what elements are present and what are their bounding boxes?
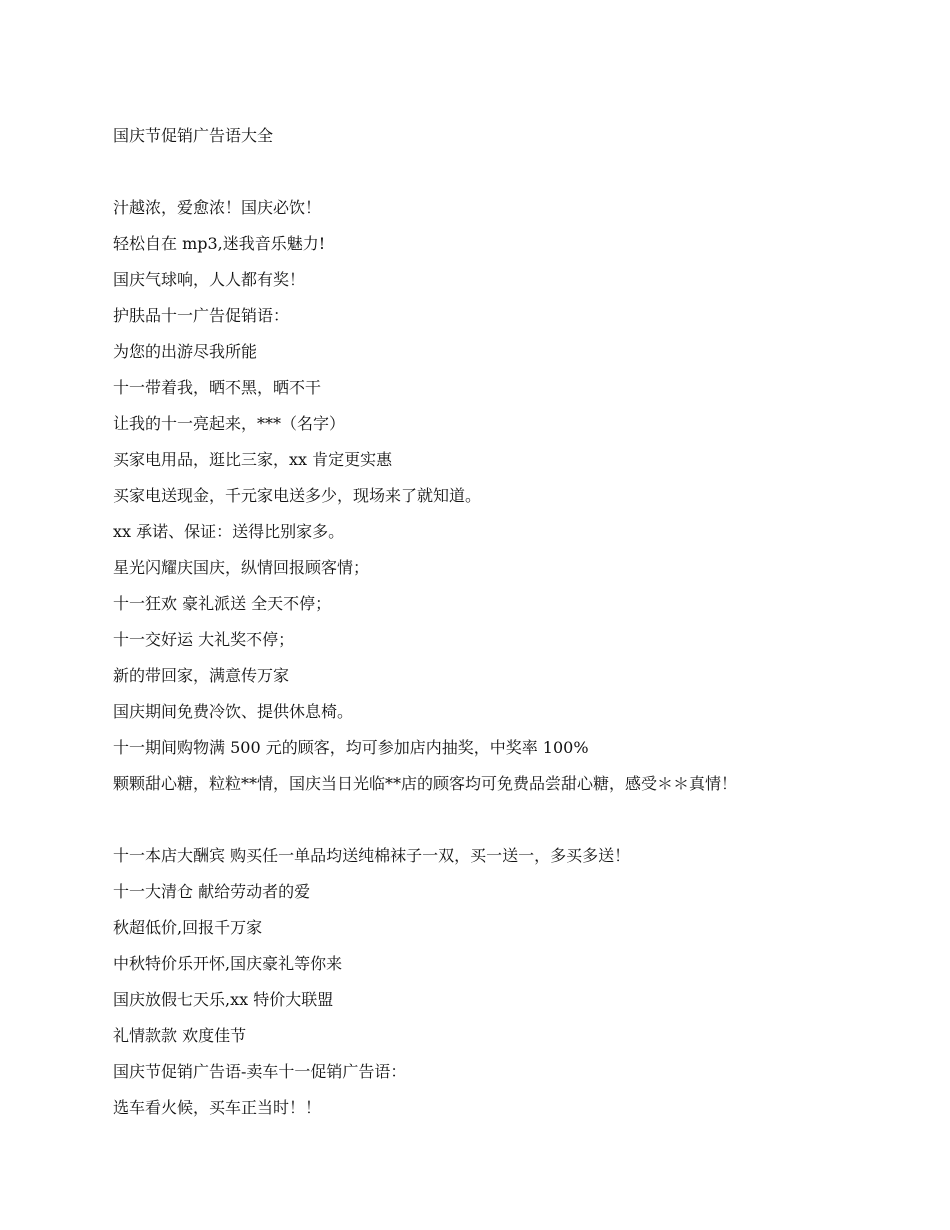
slogan-line: 星光闪耀庆国庆，纵情回报顾客情； [113,558,370,577]
slogan-line: 国庆气球响，人人都有奖！ [113,270,306,289]
slogan-line: 十一带着我，晒不黑，晒不干 [113,378,322,397]
slogan-line: 国庆节促销广告语-卖车十一促销广告语： [113,1062,407,1081]
slogan-line: 十一大清仓 献给劳动者的爱 [113,882,311,901]
paragraph-spacer [113,808,873,832]
slogan-line: xx 承诺、保证：送得比别家多。 [113,522,345,541]
slogan-line: 十一交好运 大礼奖不停； [113,630,295,649]
document-body [113,124,873,1132]
slogan-line: 十一狂欢 豪礼派送 全天不停； [113,594,332,613]
slogan-line: 颗颗甜心糖，粒粒**情，国庆当日光临**店的顾客均可免费品尝甜心糖，感受＊＊真情！ [113,774,738,793]
slogan-line: 十一期间购物满 500 元的顾客，均可参加店内抽奖，中奖率 100% [113,738,589,757]
document-title: 国庆节促销广告语大全 [113,126,274,145]
slogan-line: 买家电用品，逛比三家，xx 肯定更实惠 [113,450,393,469]
slogan-line: 国庆放假七天乐,xx 特价大联盟 [113,990,334,1009]
slogan-line: 十一本店大酬宾 购买任一单品均送纯棉袜子一双，买一送一，多买多送！ [113,846,631,865]
slogan-line: 为您的出游尽我所能 [113,342,258,361]
slogan-line: 秋超低价,回报千万家 [113,918,263,937]
slogan-line: 买家电送现金，千元家电送多少，现场来了就知道。 [113,486,482,505]
slogan-line: 国庆期间免费冷饮、提供休息椅。 [113,702,354,721]
slogan-line: 选车看火候，买车正当时！！ [113,1098,322,1117]
slogan-line: 让我的十一亮起来，***（名字） [113,414,346,433]
slogan-line: 汁越浓，爱愈浓！国庆必饮！ [113,198,322,217]
slogan-line: 礼情款款 欢度佳节 [113,1026,247,1045]
slogan-line: 护肤品十一广告促销语： [113,306,290,325]
slogan-line: 中秋特价乐开怀,国庆豪礼等你来 [113,954,343,973]
slogan-line: 新的带回家，满意传万家 [113,666,290,685]
slogan-line: 轻松自在 mp3,迷我音乐魅力! [113,234,326,253]
